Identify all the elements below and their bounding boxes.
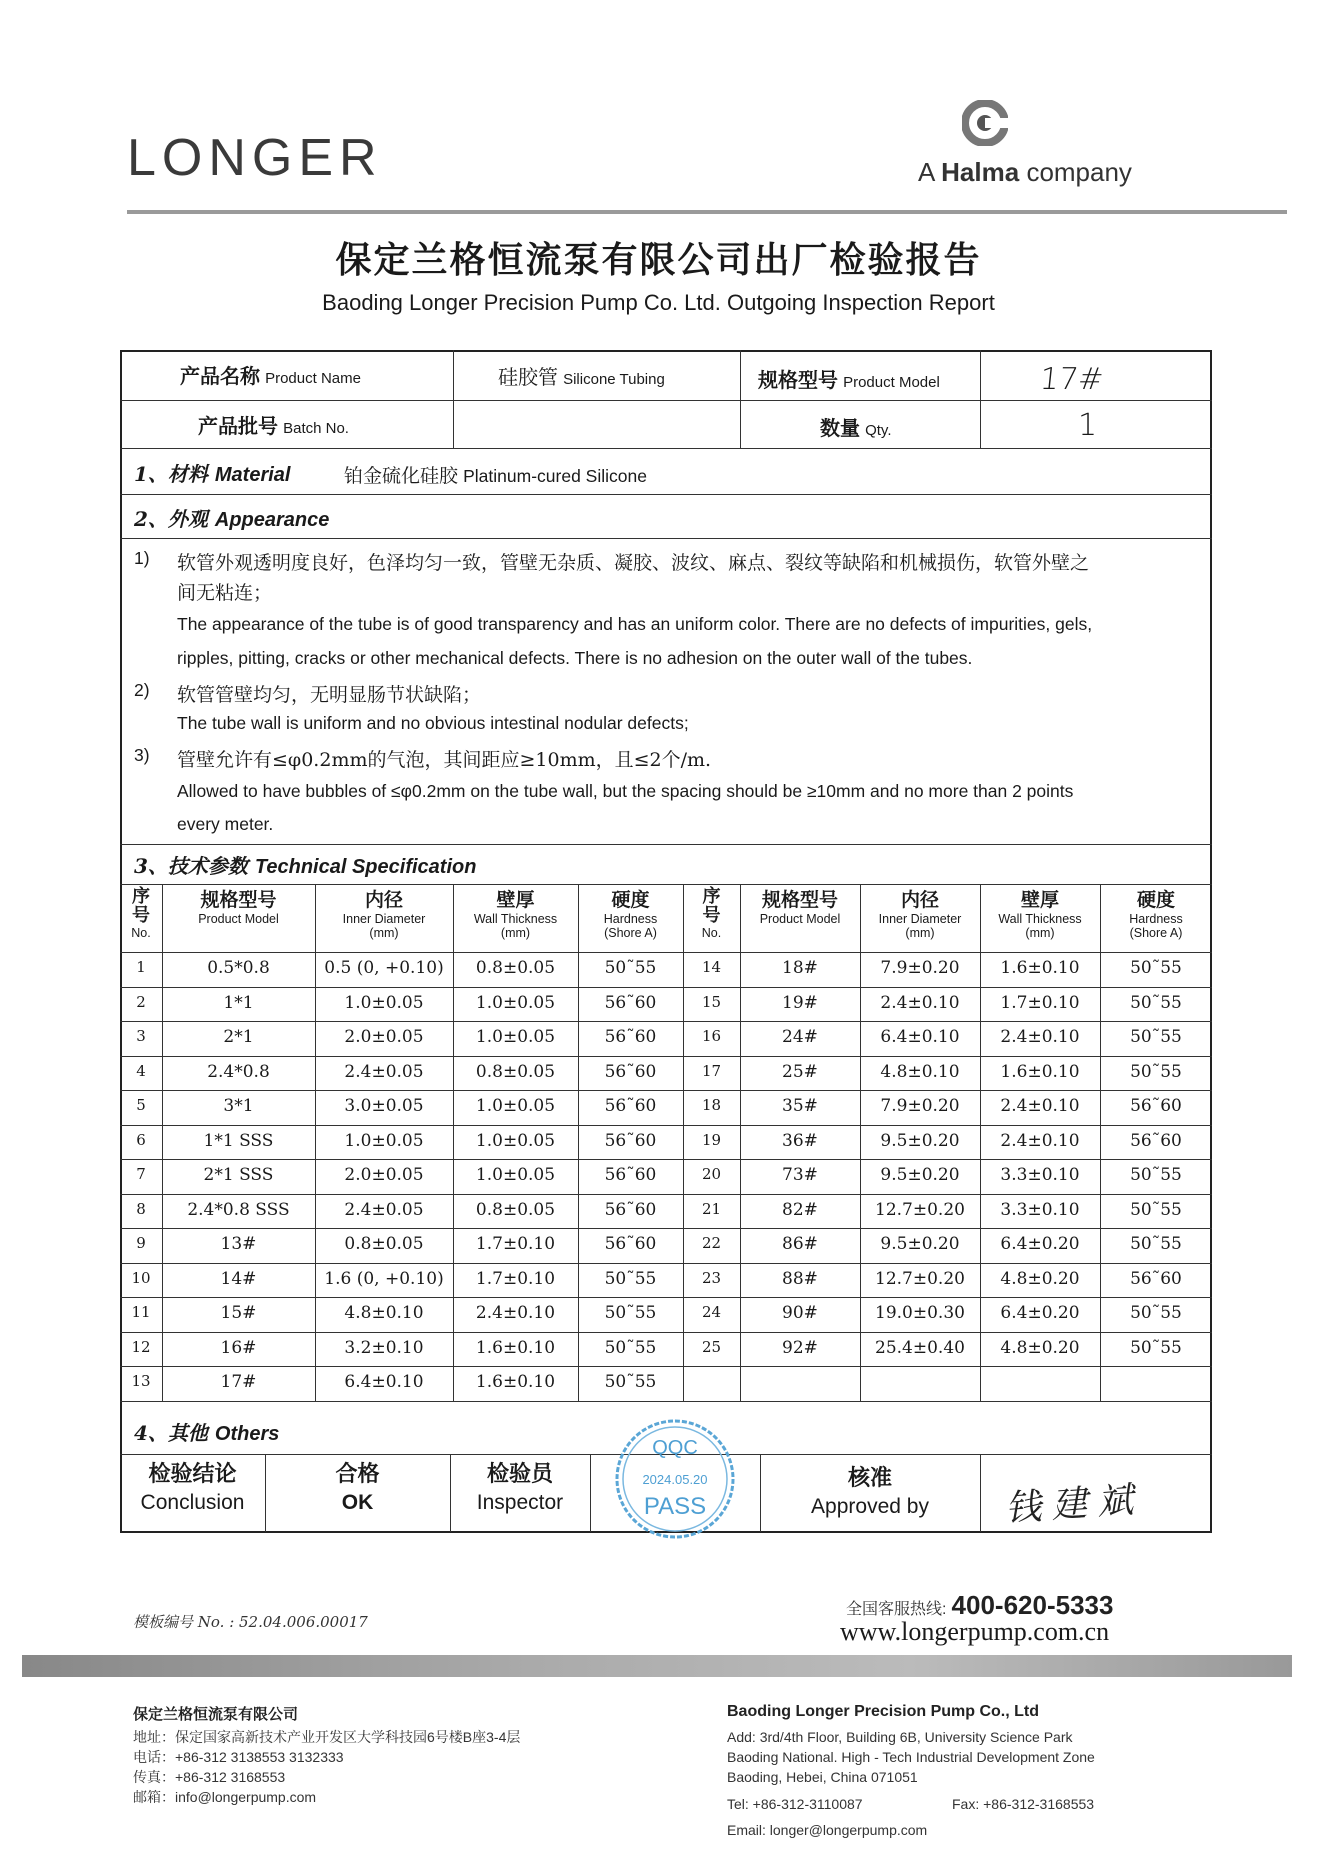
material-heading-cn: 1、材料 [134,462,208,486]
spec-cell: 3.2±0.10 [344,1337,424,1358]
spec-cell: 21 [701,1199,722,1218]
spec-cell: 50˜55 [604,1372,657,1392]
column-header-wall-thickness [980,890,1100,941]
spec-cell: 2*1 [223,1027,254,1047]
grid-line [120,400,1212,401]
spec-cell: 1.6 (0, +0.10) [324,1268,444,1289]
appearance-heading [134,503,329,532]
column-header-inner-diameter-unit: (mm) [905,926,935,941]
column-header-hardness-cn: 硬度 [611,889,650,911]
spec-cell: 50˜55 [604,1337,657,1358]
report-title-en: Baoding Longer Precision Pump Co. Ltd. Outgoing Inspection Report [322,290,995,315]
spec-cell: 1.6±0.10 [475,1372,556,1392]
others-heading-cn: 4、其他 [134,1421,208,1445]
spec-cell: 50˜55 [1130,1337,1182,1358]
column-header-wall-thickness-cn: 壁厚 [496,889,535,911]
footer-cn-phone: 电话：+86-312 3138553 3132333 [133,1749,344,1765]
spec-cell: 0.8±0.05 [344,1234,424,1254]
conclusion-label-en: Conclusion [140,1491,245,1515]
grid-line [120,1194,1212,1195]
column-header-inner-diameter-en: Inner Diameter [878,911,962,926]
column-header-inner-diameter [860,890,980,941]
spec-cell: 18 [701,1096,722,1114]
spec-cell: 50˜55 [1130,1027,1182,1047]
qty-label-en: Qty. [865,422,892,439]
spec-cell: 25.4±0.40 [875,1337,965,1358]
column-header-inner-diameter-unit: (mm) [369,926,399,941]
approver-signature: 钱建斌 [1003,1479,1145,1530]
qc-pass-stamp [614,1418,736,1540]
appearance-heading-en: Appearance [214,509,330,531]
spec-cell: 56˜60 [604,1130,657,1151]
spec-cell: 4.8±0.10 [344,1303,424,1323]
spec-cell: 2.0±0.05 [344,1027,424,1047]
spec-cell: 12 [131,1337,151,1356]
spec-cell: 92# [782,1337,818,1358]
spec-cell: 17 [701,1061,722,1080]
column-header-hardness-unit: (Shore A) [604,926,657,941]
spec-cell: 1.0±0.05 [475,1027,556,1047]
spec-cell: 0.5 (0, +0.10) [324,958,444,978]
spec-cell: 2 [136,992,146,1011]
product-model-label-cn: 规格型号 [758,368,838,392]
spec-cell: 15# [220,1303,257,1323]
spec-cell: 1.0±0.05 [344,1130,424,1151]
column-header-model [162,890,315,926]
appearance-item-en: Allowed to have bubbles of ≤φ0.2mm on the tube wall, but the spacing should be ≥10mm and no more than 2 points [177,781,1074,801]
halma-prefix: A [918,157,934,187]
spec-cell: 19# [782,992,818,1013]
footer-en-company: Baoding Longer Precision Pump Co., Ltd [727,1703,1040,1720]
spec-cell: 1.6±0.10 [1000,1061,1080,1082]
spec-cell: 2.4*0.8 SSS [187,1199,290,1220]
longer-logo: LONGER [127,129,383,187]
qty-label-cn: 数量 [820,416,860,440]
spec-cell: 6.4±0.10 [344,1372,424,1392]
column-header-wall-thickness-unit: (mm) [500,926,531,941]
column-header-hardness-en: Hardness [603,911,658,926]
spec-cell: 56˜60 [604,1027,657,1047]
column-header-inner-diameter-en: Inner Diameter [342,911,426,926]
spec-cell: 50˜55 [1130,958,1182,978]
appearance-item-cn: 软管管壁均匀，无明显肠节状缺陷； [177,684,482,706]
spec-cell: 2.4±0.05 [344,1199,424,1220]
column-header-model [740,890,860,926]
appearance-item-number: 3) [134,745,150,765]
spec-cell: 12.7±0.20 [875,1268,965,1289]
product-model-value: 17# [1038,362,1106,397]
footer-cn-fax: 传真：+86-312 3168553 [133,1769,286,1785]
spec-cell: 17# [220,1372,257,1392]
footer-en-fax: Fax: +86-312-3168553 [952,1796,1095,1812]
spec-cell: 4.8±0.20 [1000,1268,1080,1289]
spec-cell: 73# [782,1165,818,1185]
spec-cell: 2.0±0.05 [344,1165,424,1185]
product-name-label [180,360,361,389]
grid-line [120,538,1212,539]
appearance-item-number: 2) [134,680,150,700]
spec-cell: 1.0±0.05 [475,1165,556,1185]
product-name-value-en: Silicone Tubing [563,371,665,388]
column-header-wall-thickness-unit: (mm) [1025,926,1055,941]
spec-cell: 50˜55 [1130,1061,1182,1082]
spec-heading [134,850,476,879]
spec-cell: 90# [782,1303,818,1323]
spec-cell: 2.4±0.10 [1000,1130,1080,1151]
spec-cell: 1.0±0.05 [475,1096,556,1116]
grid-line [120,1125,1212,1126]
spec-cell: 0.5*0.8 [207,958,270,978]
spec-cell: 0.8±0.05 [475,958,556,978]
batch-label-cn: 产品批号 [198,414,278,438]
spec-cell: 13# [220,1234,257,1254]
material-heading-en: Material [214,464,291,486]
spec-cell: 1.7±0.10 [475,1268,556,1289]
spec-cell: 22 [701,1234,722,1252]
conclusion-label [120,1462,265,1515]
column-header-no [683,888,740,940]
grid-line [120,1366,1212,1367]
spec-cell: 4.8±0.20 [1000,1337,1080,1358]
grid-line [120,987,1212,988]
inspector-label-cn: 检验员 [486,1461,553,1487]
grid-line [120,1401,1212,1402]
appearance-heading-cn: 2、外观 [134,507,208,531]
hotline-label: 全国客服热线: [846,1601,947,1618]
grid-line [980,1454,981,1532]
spec-cell: 9.5±0.20 [880,1165,960,1185]
grid-line [120,884,1212,885]
conclusion-result [265,1462,450,1515]
column-header-inner-diameter-cn: 内径 [364,889,403,911]
appearance-item-number: 1) [134,548,150,568]
product-model-label-en: Product Model [843,374,940,391]
spec-cell: 4.8±0.10 [880,1061,960,1082]
appearance-item-en: The tube wall is uniform and no obvious intestinal nodular defects; [177,713,689,733]
appearance-item-en: every meter. [177,814,274,834]
grid-line [120,1159,1212,1160]
grid-line [120,1263,1212,1264]
batch-label [198,410,349,439]
others-heading-en: Others [214,1423,280,1445]
grid-line [453,350,454,448]
spec-cell: 50˜55 [1130,992,1182,1013]
spec-cell: 5 [136,1096,146,1114]
spec-cell: 56˜60 [604,1061,657,1082]
column-header-inner-diameter-cn: 内径 [900,889,939,911]
spec-cell: 9.5±0.20 [880,1130,960,1151]
halma-suffix: company [1026,157,1132,187]
grid-line [120,1332,1212,1333]
spec-cell: 1.7±0.10 [475,1234,556,1254]
column-header-hardness [578,890,683,941]
spec-cell: 3 [136,1027,146,1045]
spec-cell: 50˜55 [1130,1165,1182,1185]
spec-cell: 50˜55 [604,1268,657,1289]
halma-logo-icon [962,100,1008,146]
product-name-label-en: Product Name [265,370,361,387]
grid-line [120,952,1212,953]
spec-cell: 3*1 [223,1096,254,1116]
column-header-no-en: No. [701,925,722,940]
spec-cell: 2.4±0.05 [344,1061,424,1082]
spec-cell: 1.0±0.05 [344,992,424,1013]
column-header-no [120,888,162,940]
grid-line [120,448,1212,449]
qty-label [820,412,891,441]
grid-line [120,844,1212,845]
stamp-date: 2024.05.20 [642,1472,708,1487]
column-header-wall-thickness-cn: 壁厚 [1020,889,1059,911]
approved-label-en: Approved by [811,1495,929,1519]
spec-cell: 16# [220,1337,257,1358]
footer-en-tel: Tel: +86-312-3110087 [727,1796,863,1812]
column-header-hardness-en: Hardness [1129,911,1183,926]
footer-cn-company: 保定兰格恒流泵有限公司 [133,1706,299,1723]
product-name-value-cn: 硅胶管 [498,365,558,389]
column-header-no-en: No. [131,925,151,940]
approved-label-cn: 核准 [847,1465,892,1491]
spec-cell: 7.9±0.20 [880,1096,960,1116]
spec-cell: 11 [131,1303,151,1321]
grid-line [980,350,981,448]
column-header-model-en: Product Model [759,911,841,926]
product-name-value [498,361,665,390]
footer-cn-address: 地址：保定国家高新技术产业开发区大学科技园6号楼B座3-4层 [133,1729,521,1745]
spec-cell: 3.0±0.05 [344,1096,424,1116]
spec-cell: 20 [701,1165,722,1183]
appearance-item-cn: 间无粘连； [177,582,273,604]
spec-cell: 4 [136,1061,146,1080]
spec-cell: 56˜60 [604,1199,657,1220]
grid-line [120,1090,1212,1091]
footer-en-email: Email: longer@longerpump.com [727,1822,928,1838]
spec-cell: 14 [701,958,722,976]
spec-cell: 16 [701,1027,722,1045]
grid-line [120,1228,1212,1229]
spec-cell: 56˜60 [604,1096,657,1116]
conclusion-result-cn: 合格 [335,1461,380,1487]
spec-cell: 36# [782,1130,818,1151]
halma-tagline [918,157,1132,188]
grid-line [740,350,741,448]
column-header-model-cn: 规格型号 [761,889,838,911]
appearance-item-en: The appearance of the tube is of good transparency and has an uniform color. There are no defects of impurities, gels, [177,614,1093,634]
spec-cell: 1.0±0.05 [475,1130,556,1151]
spec-cell: 1.7±0.10 [1000,992,1080,1013]
spec-cell: 6.4±0.20 [1000,1303,1080,1323]
column-header-hardness [1100,890,1212,941]
spec-cell: 1.0±0.05 [475,992,556,1013]
spec-cell: 82# [782,1199,818,1220]
spec-cell: 24# [782,1027,818,1047]
column-header-inner-diameter [315,890,453,941]
spec-cell: 9.5±0.20 [880,1234,960,1254]
spec-cell: 0.8±0.05 [475,1061,556,1082]
spec-cell: 1.6±0.10 [475,1337,556,1358]
spec-cell: 18# [782,958,818,978]
material-heading [134,458,290,487]
footer-en-address-2: Baoding National. High - Tech Industrial Development Zone [727,1749,1095,1765]
template-number: 模板编号 No. : 52.04.006.00017 [133,1613,368,1631]
spec-cell: 6.4±0.20 [1000,1234,1080,1254]
footer-cn-email: 邮箱：info@longerpump.com [133,1789,317,1805]
column-header-hardness-cn: 硬度 [1136,889,1175,911]
spec-cell: 56˜60 [604,1165,657,1185]
spec-cell: 2*1 SSS [203,1165,274,1185]
spec-cell: 50˜55 [604,1303,657,1323]
spec-cell: 12.7±0.20 [875,1199,965,1220]
spec-cell: 56˜60 [1130,1130,1182,1151]
spec-cell: 7.9±0.20 [880,958,960,978]
spec-cell: 8 [136,1199,146,1218]
column-header-model-en: Product Model [198,911,279,926]
approved-label [760,1466,980,1519]
spec-cell: 13 [131,1372,151,1390]
column-header-no-cn: 序 号 [702,886,721,926]
spec-cell: 6 [136,1130,146,1149]
spec-cell: 1.6±0.10 [1000,958,1080,978]
spec-cell: 56˜60 [604,992,657,1013]
spec-cell: 50˜55 [1130,1199,1182,1220]
grid-line [120,1056,1212,1057]
spec-heading-cn: 3、技术参数 [134,854,248,878]
spec-cell: 1*1 SSS [203,1130,274,1151]
spec-cell: 1 [136,958,146,976]
batch-label-en: Batch No. [283,420,349,437]
footer-bar [22,1655,1292,1677]
hotline-number: 400-620-5333 [951,1590,1114,1620]
spec-cell: 2.4±0.10 [880,992,960,1013]
product-model-label [758,364,940,393]
grid-line [120,1297,1212,1298]
footer-en-address-3: Baoding, Hebei, China 071051 [727,1769,918,1785]
spec-cell: 10 [131,1268,151,1287]
column-header-wall-thickness [453,890,578,941]
column-header-no-cn: 序 号 [132,886,150,926]
column-header-wall-thickness-en: Wall Thickness [998,911,1082,926]
spec-cell: 50˜55 [1130,1234,1182,1254]
spec-cell: 3.3±0.10 [1000,1199,1080,1220]
spec-cell: 24 [701,1303,722,1321]
spec-heading-en: Technical Specification [254,856,477,878]
spec-cell: 2.4±0.10 [1000,1027,1080,1047]
spec-cell: 19.0±0.30 [875,1303,965,1323]
column-header-wall-thickness-en: Wall Thickness [473,911,558,926]
material-value-cn: 铂金硫化硅胶 [344,465,459,487]
qty-value: 1 [1078,408,1098,443]
spec-cell: 14# [220,1268,257,1289]
spec-cell: 50˜55 [604,958,657,978]
spec-cell: 2.4±0.10 [475,1303,556,1323]
grid-line [590,1454,591,1532]
column-header-hardness-unit: (Shore A) [1129,926,1183,941]
appearance-item-en: ripples, pitting, cracks or other mechanical defects. There is no adhesion on the outer wall of the tubes. [177,648,973,668]
material-value [344,461,647,488]
grid-line [120,1021,1212,1022]
stamp-pass-text: PASS [643,1493,707,1520]
report-title-cn: 保定兰格恒流泵有限公司出厂检验报告 [335,239,982,281]
inspector-label [450,1462,590,1515]
spec-cell: 6.4±0.10 [880,1027,960,1047]
spec-cell: 2.4*0.8 [207,1061,270,1082]
appearance-item-cn: 软管外观透明度良好，色泽均匀一致，管壁无杂质、凝胶、波纹、麻点、裂纹等缺陷和机械损伤，软管外壁之 [177,552,1090,574]
conclusion-result-en: OK [341,1491,374,1515]
spec-cell: 56˜60 [1130,1096,1182,1116]
product-name-label-cn: 产品名称 [180,364,260,388]
spec-cell: 23 [701,1268,722,1287]
header-divider [127,210,1287,214]
column-header-model-cn: 规格型号 [200,889,277,911]
inspector-label-en: Inspector [476,1491,564,1515]
spec-cell: 1*1 [223,992,254,1013]
spec-cell: 35# [782,1096,818,1116]
footer-en-address-1: Add: 3rd/4th Floor, Building 6B, University Science Park [727,1729,1073,1745]
grid-line [120,494,1212,495]
conclusion-label-cn: 检验结论 [148,1461,237,1487]
spec-cell: 56˜60 [604,1234,657,1254]
spec-cell: 9 [136,1234,146,1252]
spec-cell: 25# [782,1061,818,1082]
spec-cell: 50˜55 [1130,1303,1182,1323]
spec-cell: 15 [701,992,722,1011]
others-heading [134,1417,279,1446]
spec-cell: 0.8±0.05 [475,1199,556,1220]
appearance-item-cn: 管壁允许有≤φ0.2mm的气泡，其间距应≥10mm，且≤2个/m. [177,749,712,771]
spec-cell: 56˜60 [1130,1268,1182,1289]
material-value-en: Platinum-cured Silicone [463,466,647,486]
spec-cell: 86# [782,1234,818,1254]
website-link[interactable]: www.longerpump.com.cn [840,1617,1110,1646]
spec-cell: 3.3±0.10 [1000,1165,1080,1185]
spec-cell: 19 [701,1130,722,1149]
spec-cell: 7 [136,1165,146,1183]
spec-cell: 25 [701,1337,722,1356]
halma-brand: Halma [941,157,1020,187]
stamp-top-text: QQC [652,1437,698,1459]
spec-cell: 2.4±0.10 [1000,1096,1080,1116]
spec-cell: 88# [782,1268,818,1289]
